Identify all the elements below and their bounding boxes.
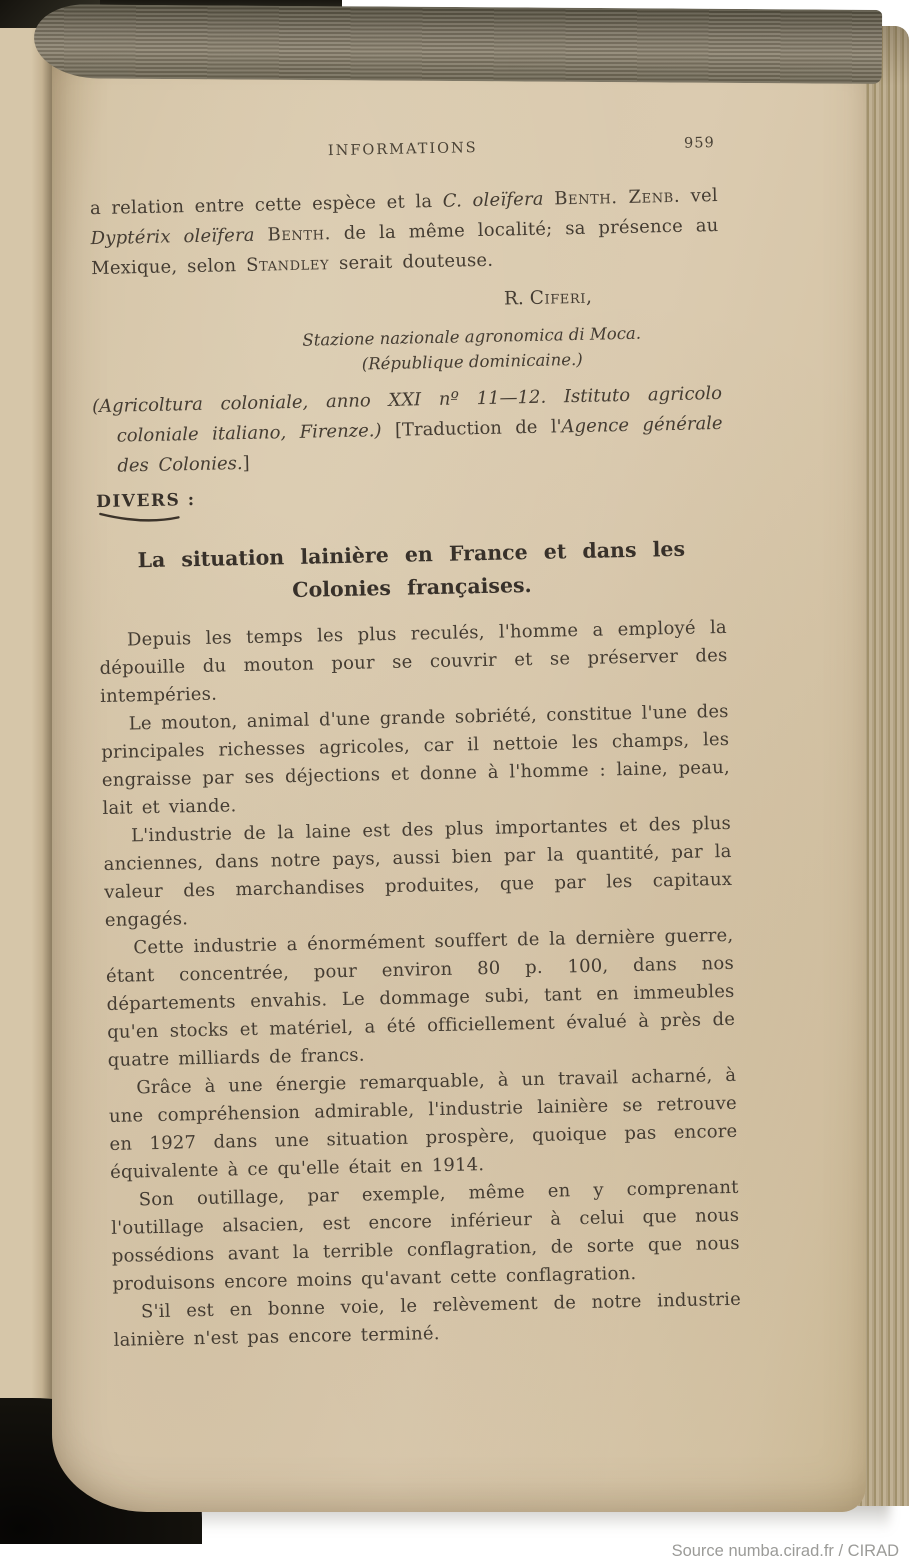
running-header	[89, 135, 717, 170]
article-body	[99, 614, 742, 1355]
adjacent-page-fold	[0, 28, 60, 1410]
body-paragraph: Grâce à une énergie remarquable, à un travail acharné, à une compréhension admirable, l'industrie lainière se retrouve en 1927 dans une situation prospère, quoique pas encore équivalente à ce qu'elle était en 1914.	[108, 1064, 738, 1183]
page-content	[89, 135, 742, 1355]
body-paragraph: S'il est en bonne voie, le relèvement de notre industrie lainière n'est pas encore terminé.	[113, 1288, 742, 1351]
body-paragraph: Le mouton, animal d'une grande sobriété, constitue l'une des principales richesses agricoles, car il nettoie les champs, les engraisse par ses déjections et donne à l'homme : laine, peau, lait et viande.	[101, 700, 731, 820]
source-citation: (Agricoltura coloniale, anno XXI nº 11—12. Istituto agricolo coloniale italiano, Firenze.) [Traduction de l'Agence générale des Colonies.]	[91, 382, 723, 477]
author-signature: R. Ciferi,	[503, 286, 593, 310]
article-title-line: Colonies françaises.	[291, 572, 532, 603]
body-paragraph: Depuis les temps les plus reculés, l'homme a employé la dépouille du mouton pour se couvrir et se préserver des intempéries.	[99, 616, 728, 708]
article-title	[97, 532, 726, 611]
running-title: INFORMATIONS	[327, 140, 478, 160]
article-title-line: La situation lainière en France et dans les	[137, 536, 686, 573]
continuation-paragraph: a relation entre cette espèce et la C. oleïfera Benth. Zenb. vel Dyptérix oleïfera Benth. de la même localité; sa présence au Mexique, selon Standley serait douteuse.	[89, 185, 719, 280]
book-page	[52, 46, 866, 1512]
body-paragraph: L'industrie de la laine est des plus importantes et des plus anciennes, dans notre pays, aussi bien par la quantité, par la valeur des marchandises produites, que par les capitaux engagés.	[103, 812, 733, 931]
divers-label: DIVERS :	[95, 490, 196, 513]
body-paragraph: Cette industrie a énormément souffert de la dernière guerre, étant concentrée, pour environ 80 p. 100, dans nos départements envahis. Le dommage subi, tant en immeubles qu'en stocks et matériel, a été officiellement évalué à près de quatre milliards de francs.	[105, 924, 736, 1071]
top-page-edges	[34, 4, 882, 84]
source-attribution: Source numba.cirad.fr / CIRAD	[671, 1542, 899, 1560]
divers-heading	[96, 479, 725, 525]
affiliation-line: (République dominicaine.)	[361, 349, 583, 374]
body-paragraph: Son outillage, par exemple, même en y comprenant l'outillage alsacien, est encore inférieur à celui que nous possédions avant la terrible conflagration, de sorte que nous produisons encore moins qu'avant cette conflagration.	[111, 1176, 740, 1295]
author-affiliation	[223, 319, 722, 379]
page-number: 959	[683, 135, 715, 152]
affiliation-line: Stazione nazionale agronomica di Moca.	[302, 323, 642, 350]
